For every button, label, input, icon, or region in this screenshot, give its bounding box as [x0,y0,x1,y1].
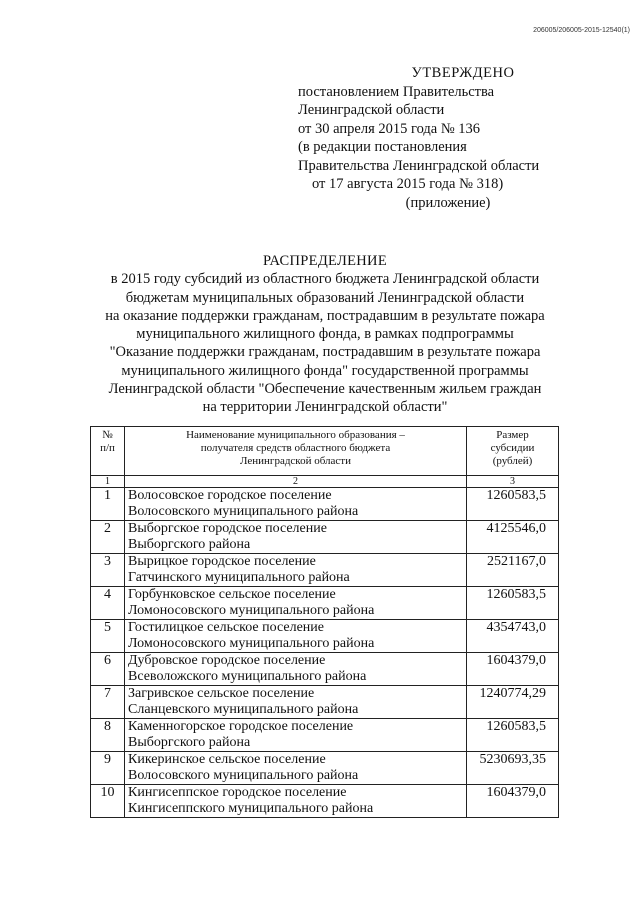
district-name: Гатчинского муниципального района [128,570,350,585]
table-row [91,653,559,686]
title-line: "Оказание поддержки гражданам, пострадавшим в результате пожара [109,344,541,361]
municipality-name: Дубровское городское поселение [128,653,326,668]
document-title [60,252,590,417]
municipality-name: Кингисеппское городское поселение [128,785,347,800]
municipality-name: Волосовское городское поселение [128,488,332,503]
row-amount: 1604379,0 [467,653,559,686]
row-name [125,752,467,785]
district-name: Всеволожского муниципального района [128,669,367,684]
title-line: на территории Ленинградской области" [202,399,448,416]
municipality-name: Каменногорское городское поселение [128,719,354,734]
title-heading: РАСПРЕДЕЛЕНИЕ [263,253,387,269]
header-text: Размер [496,429,529,441]
row-name [125,521,467,554]
row-number: 6 [91,653,125,686]
row-amount: 1260583,5 [467,587,559,620]
district-name: Волосовского муниципального района [128,504,359,519]
row-amount: 2521167,0 [467,554,559,587]
approval-line: от 17 августа 2015 года № 318) [312,176,504,192]
table-row [91,785,559,818]
header-text: получателя средств областного бюджета [200,442,391,454]
row-name [125,653,467,686]
approval-line: от 30 апреля 2015 года № 136 [298,120,481,137]
district-name: Кингисеппского муниципального района [128,801,374,816]
header-text: Ленинградской области [240,455,351,467]
district-name: Выборгского района [128,735,251,750]
approval-line: Ленинградской области [298,102,445,118]
header-text: п/п [100,442,115,454]
header-text: субсидии [490,442,535,454]
row-number: 2 [91,521,125,554]
row-amount: 4125546,0 [467,521,559,554]
row-amount: 5230693,35 [467,752,559,785]
district-name: Ломоносовского муниципального района [128,636,375,651]
title-line: Ленинградской области "Обеспечение качественным жильем граждан [108,381,542,398]
title-line: бюджетам муниципальных образований Ленинградской области [125,289,525,306]
approval-line: (в редакции постановления [298,139,467,155]
column-number: 3 [467,476,559,488]
row-name [125,554,467,587]
table-row [91,554,559,587]
district-name: Сланцевского муниципального района [128,702,359,717]
row-number: 1 [91,488,125,521]
municipality-name: Кикеринское сельское поселение [128,752,326,767]
row-number: 7 [91,686,125,719]
approval-line: Правительства Ленинградской области [298,157,540,174]
district-name: Выборгского района [128,537,251,552]
row-number: 9 [91,752,125,785]
row-number: 8 [91,719,125,752]
row-amount: 1260583,5 [467,488,559,521]
header-amount [467,427,559,476]
column-number: 2 [125,476,467,488]
row-name [125,587,467,620]
title-line: муниципального жилищного фонда" государственной программы [121,362,529,379]
row-name [125,785,467,818]
header-name [125,427,467,476]
municipality-name: Выборгское городское поселение [128,521,327,536]
column-number: 1 [91,476,125,488]
header-number [91,427,125,476]
row-name [125,719,467,752]
table-header-row [91,427,559,476]
document-id: 206005/206005-2015-12540(1) [533,27,630,34]
approval-heading: УТВЕРЖДЕНО [411,65,515,81]
header-text: Наименование муниципального образования – [186,429,405,441]
row-amount: 1240774,29 [467,686,559,719]
table-row [91,719,559,752]
column-number-row [91,476,559,488]
municipality-name: Горбунковское сельское поселение [128,587,336,602]
row-amount: 1260583,5 [467,719,559,752]
district-name: Волосовского муниципального района [128,768,359,783]
table-row [91,521,559,554]
row-number: 3 [91,554,125,587]
row-amount: 1604379,0 [467,785,559,818]
row-name [125,686,467,719]
row-number: 4 [91,587,125,620]
row-name [125,620,467,653]
table-row [91,620,559,653]
title-line: на оказание поддержки гражданам, пострадавшим в результате пожара [105,307,545,324]
row-number: 5 [91,620,125,653]
header-text: № [102,429,113,441]
title-line: в 2015 году субсидий из областного бюджета Ленинградской области [110,271,540,288]
subsidy-table [90,426,559,818]
row-name [125,488,467,521]
municipality-name: Вырицкое городское поселение [128,554,316,569]
title-line: муниципального жилищного фонда, в рамках подпрограммы [136,326,514,343]
approval-block [298,64,598,212]
table-row [91,587,559,620]
table-row [91,752,559,785]
header-text: (рублей) [492,455,533,467]
municipality-name: Гостилицкое сельское поселение [128,620,324,635]
approval-attachment: (приложение) [405,194,491,211]
row-number: 10 [91,785,125,818]
table-row [91,686,559,719]
row-amount: 4354743,0 [467,620,559,653]
approval-line: постановлением Правительства [298,83,495,100]
district-name: Ломоносовского муниципального района [128,603,375,618]
table-row [91,488,559,521]
municipality-name: Загривское сельское поселение [128,686,315,701]
